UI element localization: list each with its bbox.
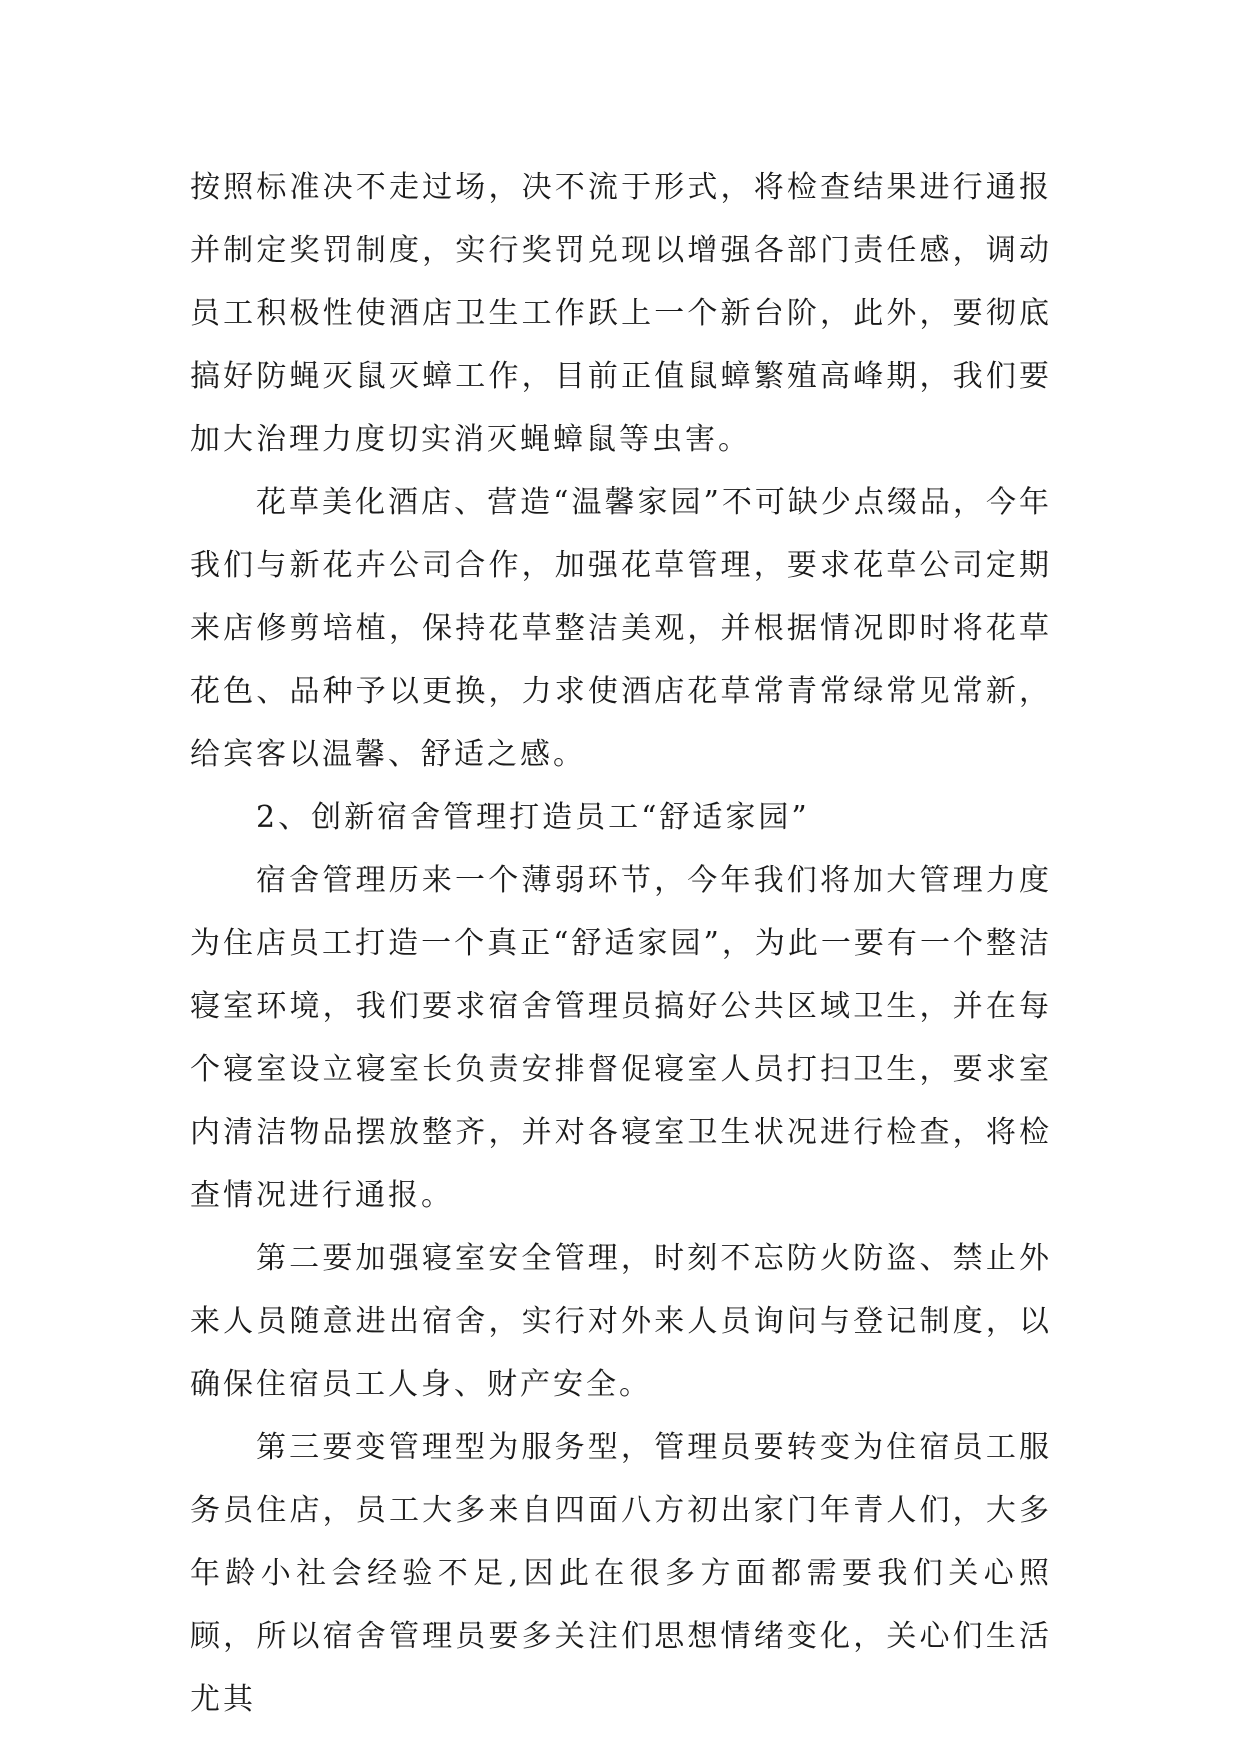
paragraph-4: 第二要加强寝室安全管理，时刻不忘防火防盗、禁止外来人员随意进出宿舍，实行对外来人员询问与登记制度，以确保住宿员工人身、财产安全。 (190, 1241, 1052, 1402)
paragraph-2: 花草美化酒店、营造“温馨家园”不可缺少点缀品，今年我们与新花卉公司合作，加强花草管理，要求花草公司定期来店修剪培植，保持花草整洁美观，并根据情况即时将花草花色、品种予以更换，力求使酒店花草常青常绿常见常新，给宾客以温馨、舒适之感。 (190, 485, 1052, 772)
paragraph-1: 按照标准决不走过场，决不流于形式，将检查结果进行通报并制定奖罚制度，实行奖罚兑现以增强各部门责任感，调动员工积极性使酒店卫生工作跃上一个新台阶，此外，要彻底搞好防蝇灭鼠灭蟑工作，目前正值鼠蟑繁殖高峰期，我们要加大治理力度切实消灭蝇蟑鼠等虫害。 (190, 170, 1052, 457)
document-body (190, 156, 1052, 1731)
paragraph-5: 第三要变管理型为服务型，管理员要转变为住宿员工服务员住店，员工大多来自四面八方初出家门年青人们，大多年龄小社会经验不足,因此在很多方面都需要我们关心照顾，所以宿舍管理员要多关注们思想情绪变化，关心们生活尤其 (190, 1430, 1052, 1717)
paragraph-3: 宿舍管理历来一个薄弱环节，今年我们将加大管理力度为住店员工打造一个真正“舒适家园”，为此一要有一个整洁寝室环境，我们要求宿舍管理员搞好公共区域卫生，并在每个寝室设立寝室长负责安排督促寝室人员打扫卫生，要求室内清洁物品摆放整齐，并对各寝室卫生状况进行检查，将检查情况进行通报。 (190, 863, 1052, 1213)
section-heading: 2、创新宿舍管理打造员工“舒适家园” (256, 800, 810, 835)
